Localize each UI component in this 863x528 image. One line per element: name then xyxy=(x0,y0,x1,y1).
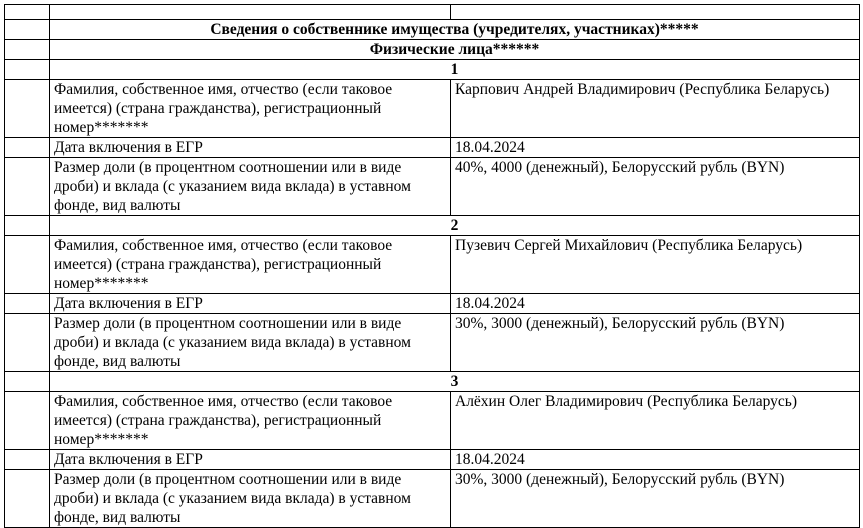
fio-row xyxy=(5,80,860,138)
date-value: 18.04.2024 xyxy=(451,138,860,158)
row-stub xyxy=(5,158,50,216)
share-label: Размер доли (в процентном соотношении или в виде дроби) и вклада (с указанием вида вклада) в уставном фонде, вид валюты xyxy=(50,470,451,528)
fio-label: Фамилия, собственное имя, отчество (если таковое имеется) (страна гражданства), регистрационный номер******* xyxy=(50,392,451,450)
share-label: Размер доли (в процентном соотношении или в виде дроби) и вклада (с указанием вида вклада) в уставном фонде, вид валюты xyxy=(50,314,451,372)
person-number-stub xyxy=(5,372,50,392)
share-row xyxy=(5,314,860,372)
owners-table xyxy=(4,4,860,528)
person-number-stub xyxy=(5,216,50,236)
top-cut-label xyxy=(50,5,451,20)
top-cut-row xyxy=(5,5,860,20)
share-row xyxy=(5,158,860,216)
fio-value: Пузевич Сергей Михайлович (Республика Беларусь) xyxy=(451,236,860,294)
section-header-row xyxy=(5,20,860,40)
row-stub xyxy=(5,294,50,314)
subsection-header-stub xyxy=(5,40,50,60)
subsection-title: Физические лица****** xyxy=(50,40,860,60)
top-cut-value xyxy=(451,5,860,20)
person-number-row xyxy=(5,60,860,80)
date-value: 18.04.2024 xyxy=(451,294,860,314)
person-number: 3 xyxy=(50,372,860,392)
fio-value: Алёхин Олег Владимирович (Республика Беларусь) xyxy=(451,392,860,450)
date-value: 18.04.2024 xyxy=(451,450,860,470)
date-row xyxy=(5,450,860,470)
top-cut-stub xyxy=(5,5,50,20)
person-number: 1 xyxy=(50,60,860,80)
row-stub xyxy=(5,138,50,158)
person-number-row xyxy=(5,372,860,392)
date-label: Дата включения в ЕГР xyxy=(50,138,451,158)
row-stub xyxy=(5,314,50,372)
person-number-row xyxy=(5,216,860,236)
share-value: 30%, 3000 (денежный), Белорусский рубль (BYN) xyxy=(451,314,860,372)
fio-row xyxy=(5,392,860,450)
fio-label: Фамилия, собственное имя, отчество (если таковое имеется) (страна гражданства), регистрационный номер******* xyxy=(50,80,451,138)
share-row xyxy=(5,470,860,528)
row-stub xyxy=(5,450,50,470)
fio-row xyxy=(5,236,860,294)
person-number-stub xyxy=(5,60,50,80)
person-number: 2 xyxy=(50,216,860,236)
date-label: Дата включения в ЕГР xyxy=(50,294,451,314)
fio-label: Фамилия, собственное имя, отчество (если таковое имеется) (страна гражданства), регистрационный номер******* xyxy=(50,236,451,294)
row-stub xyxy=(5,80,50,138)
share-label: Размер доли (в процентном соотношении или в виде дроби) и вклада (с указанием вида вклада) в уставном фонде, вид валюты xyxy=(50,158,451,216)
share-value: 30%, 3000 (денежный), Белорусский рубль (BYN) xyxy=(451,470,860,528)
date-row xyxy=(5,294,860,314)
section-title: Сведения о собственнике имущества (учредителях, участниках)***** xyxy=(50,20,860,40)
date-row xyxy=(5,138,860,158)
section-header-stub xyxy=(5,20,50,40)
subsection-header-row xyxy=(5,40,860,60)
fio-value: Карпович Андрей Владимирович (Республика Беларусь) xyxy=(451,80,860,138)
row-stub xyxy=(5,470,50,528)
date-label: Дата включения в ЕГР xyxy=(50,450,451,470)
share-value: 40%, 4000 (денежный), Белорусский рубль (BYN) xyxy=(451,158,860,216)
row-stub xyxy=(5,392,50,450)
row-stub xyxy=(5,236,50,294)
